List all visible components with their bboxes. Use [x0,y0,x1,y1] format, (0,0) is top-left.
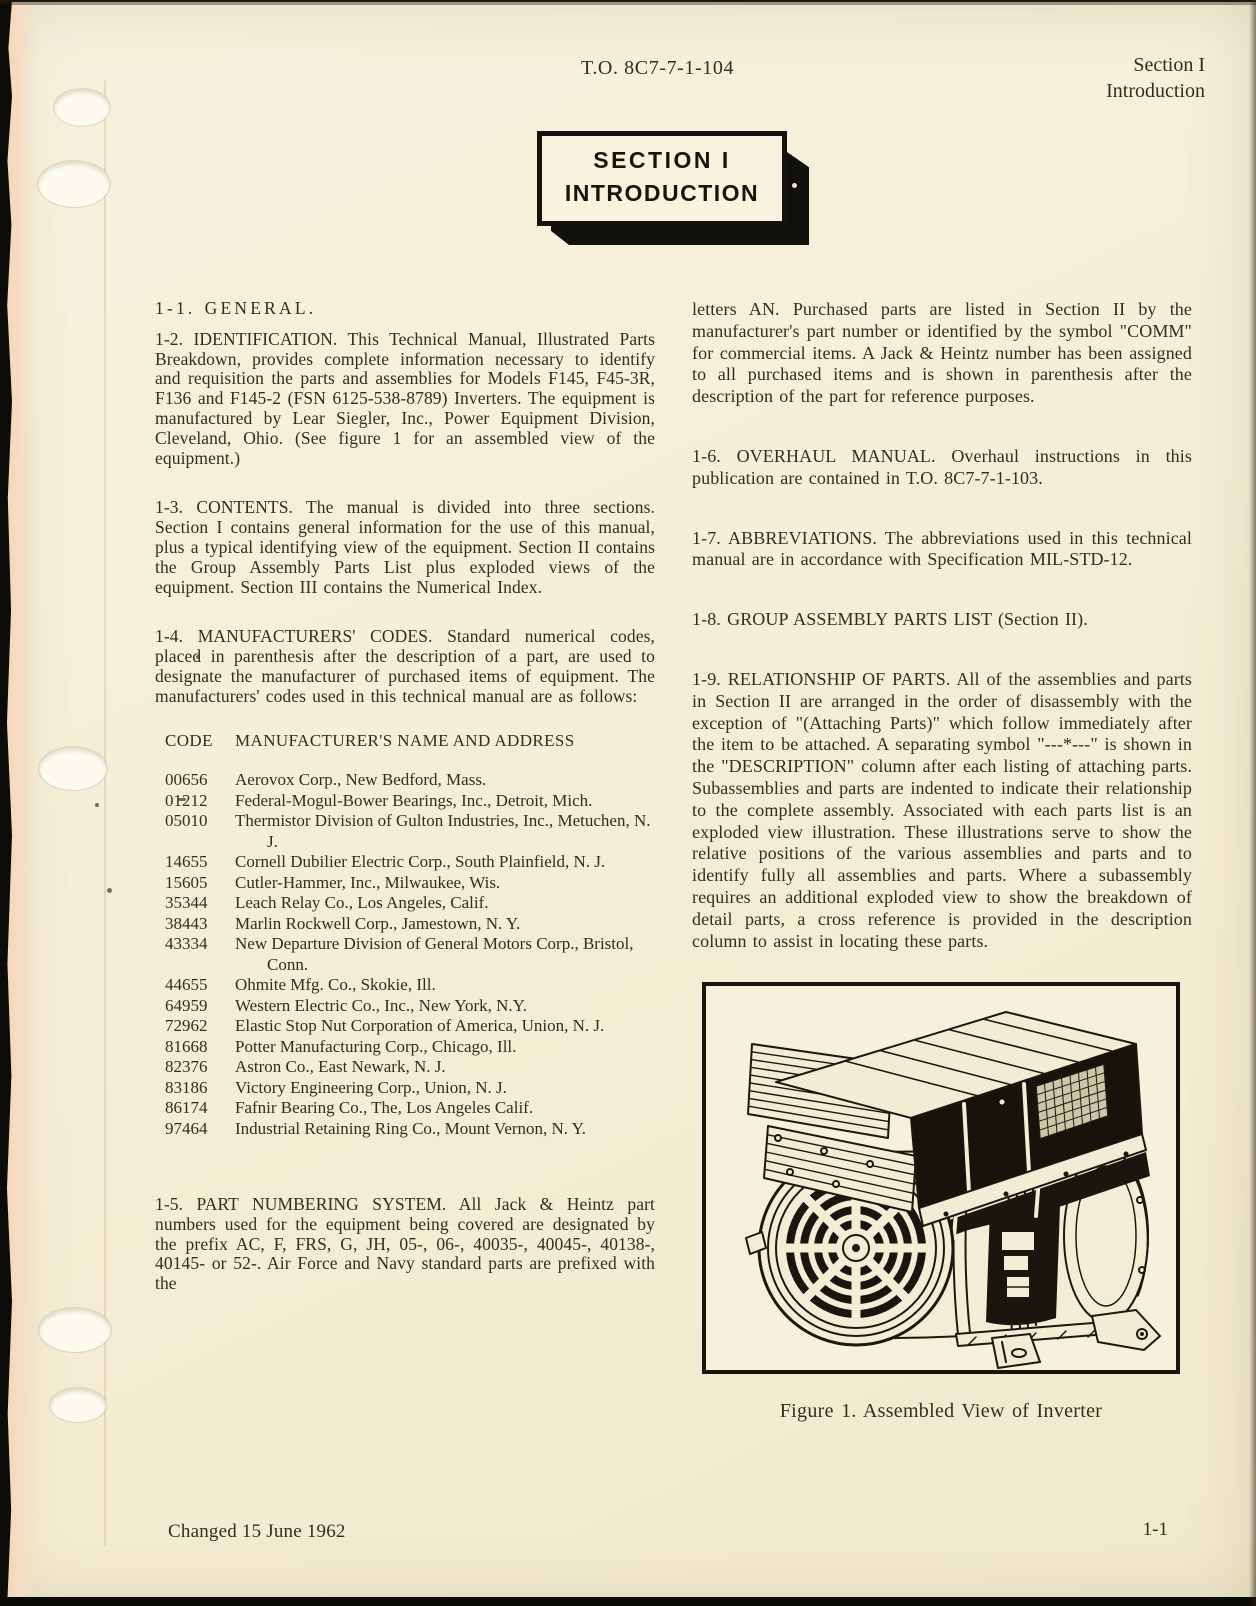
manufacturer-name: Thermistor Division of Gulton Industries, Inc., Metuchen, N. J. [235,811,651,851]
para-1-2-identification: 1-2. IDENTIFICATION. This Technical Manual, Illustrated Parts Breakdown, provides complete information necessary to identify and requisition the parts and assemblies for Models F145, F45-3R, F136 and F145-2 (FSN 6125-538-8789) Inverters. The equipment is manufactured by Lear Siegler, Inc., Power Equipment Division, Cleveland, Ohio. (See figure 1 for an assembled view of the equipment.) [155,328,655,468]
code-row [155,914,655,935]
code-row [155,770,655,791]
manufacturer-name: New Departure Division of General Motors Corp., Bristol, Conn. [235,934,634,974]
punch-hole [50,1388,106,1422]
code-row [155,1016,655,1037]
code-row [155,1078,655,1099]
running-head [1106,52,1205,104]
running-head-section: Section I [1133,54,1205,76]
manufacturer-code: 64959 [165,995,208,1015]
page-edge-shadow [7,0,39,1606]
manufacturer-name: Cornell Dubilier Electric Corp., South Plainfield, N. J. [235,852,606,872]
scan-edge-bottom [0,1597,1256,1606]
para-1-8-group-assembly: 1-8. GROUP ASSEMBLY PARTS LIST (Section II). [692,609,1088,630]
punch-hole [38,161,110,207]
banner-screw-dot [792,183,797,188]
manufacturer-name: Fafnir Bearing Co., The, Los Angeles Calif. [235,1098,534,1118]
manufacturer-code: 43334 [165,934,208,954]
manufacturer-code: 35344 [165,893,208,913]
manufacturer-code: 00656 [165,770,208,790]
manufacturer-name: Astron Co., East Newark, N. J. [235,1057,446,1077]
punch-hole [54,89,110,126]
code-row [155,996,655,1017]
manufacturer-code: 72962 [165,1016,208,1036]
manufacturer-name: Elastic Stop Nut Corporation of America, Union, N. J. [235,1016,605,1036]
banner-box [537,131,787,226]
manufacturer-name: Cutler-Hammer, Inc., Milwaukee, Wis. [235,872,501,892]
manufacturer-name: Industrial Retaining Ring Co., Mount Vernon, N. Y. [235,1118,587,1138]
para-1-6-overhaul: 1-6. OVERHAUL MANUAL. Overhaul instructions in this publication are contained in T.O. 8C7-7-1-103. [692,445,1192,488]
manufacturer-name: Federal-Mogul-Bower Bearings, Inc., Detroit, Mich. [235,790,593,810]
code-row [155,1119,655,1140]
para-1-7-abbreviations: 1-7. ABBREVIATIONS. The abbreviations used in this technical manual are in accordance with Specification MIL-STD-12. [692,527,1192,570]
para-1-9-relationship: 1-9. RELATIONSHIP OF PARTS. All of the assemblies and parts in Section II are arranged in the order of disassembly with the exception of "(Attaching Parts)" which follow immediately after the item to be attached. A separating symbol "---*---" is shown in the "DESCRIPTION" column after each listing of attaching parts. Subassemblies and parts are indented to indicate their relationship to the complete assembly. Associated with each parts list is an exploded view illustration. These illustrations serve to show the relative positions of the various assemblies and parts and to identify fully all assemblies and parts. Where a subassembly requires an additional exploded view to show the breakdown of detail parts, a cross reference is provided in the description column to assist in locating these parts. [692,668,1192,951]
manufacturer-name: Western Electric Co., Inc., New York, N.Y. [235,995,527,1015]
code-row [155,934,655,975]
manufacturer-name: Aerovox Corp., New Bedford, Mass. [235,770,487,790]
para-1-3-contents: 1-3. CONTENTS. The manual is divided into three sections. Section I contains general information for the use of this manual, plus a typical identifying view of the equipment. Section II contains the Group Assembly Parts List plus exploded views of the equipment. Section III contains the Numerical Index. [155,497,655,597]
section-banner [537,131,819,249]
scan-edge-top-line [0,0,1256,2]
punch-hole [39,1308,111,1352]
manufacturer-code: 81668 [165,1036,208,1056]
code-row [155,811,655,852]
running-head-subtitle: Introduction [1106,80,1205,102]
codes-column-code: CODE [165,730,213,750]
code-row [155,852,655,873]
banner-section-title: SECTION I [593,147,731,173]
manufacturer-code: 86174 [165,1098,208,1118]
manufacturer-code: 15605 [165,872,208,892]
page-body [155,299,1192,1423]
manufacturer-code: 05010 [165,811,208,831]
para-1-4-manufacturers-codes: 1-4. MANUFACTURERS' CODES. Standard numerical codes, placed in parenthesis after the description of a part, are used to designate the manufacturer of purchased items of equipment. The manufacturers' codes used in this technical manual are as follows: [155,626,655,706]
manufacturer-name: Marlin Rockwell Corp., Jamestown, N. Y. [235,913,521,933]
codes-table-header [155,731,655,752]
manufacturer-codes-table [155,731,655,1140]
manufacturer-code: 83186 [165,1077,208,1097]
right-column [692,299,1192,1423]
technical-order-number: T.O. 8C7-7-1-104 [581,57,735,79]
manufacturer-name: Potter Manufacturing Corp., Chicago, Ill. [235,1036,517,1056]
punch-hole [39,747,107,790]
manufacturer-code: 97464 [165,1118,208,1138]
manufacturer-name: Leach Relay Co., Los Angeles, Calif. [235,893,489,913]
figure-caption: Figure 1. Assembled View of Inverter [779,1400,1103,1423]
paper-speck [107,888,112,893]
code-row [155,975,655,996]
code-row [155,1098,655,1119]
left-column [155,299,655,1423]
code-row [155,893,655,914]
code-row [155,1057,655,1078]
manufacturer-codes-list [155,770,655,1139]
paper-speck [95,803,99,807]
code-row [155,873,655,894]
para-1-5-part-numbering: 1-5. PART NUMBERING SYSTEM. All Jack & Heintz part numbers used for the equipment being covered are designated by the prefix AC, F, FRS, G, JH, 05-, 06-, 40035-, 40045-, 40138-, 40145- or 52-. Air Force and Navy standard parts are prefixed with the [155,1194,655,1294]
para-letters-an: letters AN. Purchased parts are listed in Section II by the manufacturer's part number or identified by the symbol "COMM" for commercial items. A Jack & Heintz number has been assigned to all purchased items and is shown in parenthesis after the description of the part for reference purposes. [692,299,1192,407]
codes-column-name: MANUFACTURER'S NAME AND ADDRESS [235,730,575,750]
banner-section-subtitle: INTRODUCTION [564,180,760,206]
figure-frame [702,982,1180,1374]
manufacturer-code: 14655 [165,852,208,872]
manufacturer-name: Ohmite Mfg. Co., Skokie, Ill. [235,975,436,995]
manufacturer-name: Victory Engineering Corp., Union, N. J. [235,1077,507,1097]
page-number: 1-1 [1142,1519,1168,1540]
code-row [155,791,655,812]
code-row [155,1037,655,1058]
para-1-1-general: 1-1. GENERAL. [155,298,317,318]
change-date-note: Changed 15 June 1962 [168,1521,346,1542]
manufacturer-code: 44655 [165,975,208,995]
figure-1 [702,982,1180,1423]
inverter-illustration [706,986,1176,1370]
scan-edge-right [1249,0,1256,1606]
manufacturer-code: 38443 [165,913,208,933]
manufacturer-code: 01212 [165,790,208,810]
manufacturer-code: 82376 [165,1057,208,1077]
